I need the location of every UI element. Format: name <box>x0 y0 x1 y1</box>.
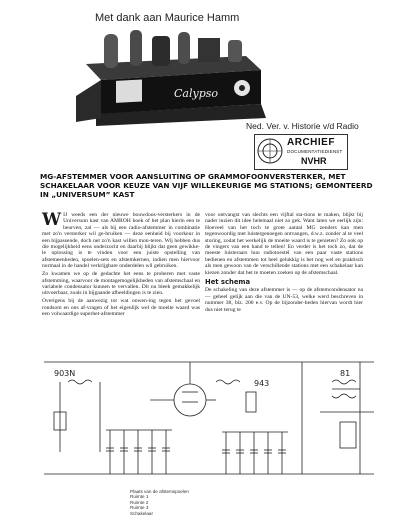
caption-line: Ruimte 3 <box>130 505 149 511</box>
caption-line: Plaats van de afstemspoelen <box>130 489 189 494</box>
stamp-subtitle: DOCUMENTATIEDIENST <box>287 149 343 154</box>
archive-seal-icon <box>257 138 283 164</box>
schematic-label-left: 903N <box>54 369 76 378</box>
device-photo <box>56 26 276 126</box>
article-headline: MG-AFSTEMMER VOOR AANSLUITING OP GRAMMOFOONVERSTERKER, MET SCHAKELAAR VOOR KEUZE VAN VIJF WILLEKEURIGE MG STATIONS; GEMONTEERD IN „UNIVERSUM” KAST <box>40 172 373 199</box>
stamp-title: ARCHIEF <box>287 137 335 148</box>
section-heading: Het schema <box>205 278 251 287</box>
paragraph: Overigens bij de aanwezig tot wat onwen-ing tegen het gevoel rondsom en ons af-vragen of het eigenlijk wel de moeite waard was een volwaardige superhet-afstemmer <box>42 298 200 318</box>
archive-credit: Ned. Ver. v. Historie v/d Radio <box>246 121 359 131</box>
schematic-label-right: 81 <box>340 369 351 378</box>
schematic-label-mid: 943 <box>254 379 270 388</box>
caption-line: Ruimte 2 <box>130 499 149 505</box>
brand-logo-text: Calypso <box>174 87 219 100</box>
article-column-right <box>205 212 363 315</box>
paragraph: Zo kwamen we op de gedachte het eens te proberen met vaste afstemming, waarvoor de montagemogelijkheden van afstemschaal en variabele condensator kunnen te vervallen. Dit nu bleek gemakkelijk uitvoerbaar, zoals in bijgaande afbeeldingen is te zien. <box>42 271 200 297</box>
paragraph: IJ weeds een der nieuwe bouwdoos-versterkers in de Universum kast van AMROH boek of het plan hierin een te beurven, zal — als bij een radio-afstemmer in combinatie met zo'n versterker wil ge-bruiken — deze eenheid bij voorkeur in een bijpassende, doch net zo'n kast willen mon-teren. Wij hebben dus die mogelijkheid eens onderzocht en daarbij blijkt dat geen gewikke-le oplossing is te vinden voor een juiste opstelling van afstemeenheden, spoelen-sets en afstemkernen, indien men hiervoor normaal in de handel verkrijgbare onderdelen wil gebruiken. <box>42 212 200 270</box>
drop-cap: W <box>42 210 62 230</box>
archive-stamp <box>254 134 348 170</box>
article-column-left <box>42 212 200 319</box>
paragraph: De schakeling van deze afstemmer is — op de afstemcondensator na — geheel gelijk aan die van de UN-53, welke werd beschreven in nummer 38, blz. 200 e.v. Op de bijzonder-heden hiervan wordt hier dus niet terug te <box>205 287 363 313</box>
paragraph: voor ontvangst van slechts een vijftal sta-tions te maken, blijkt bij nader inzien dit idee helemaal niet zo gek. Want laten we eerlijk zijn: Hoeveel van het toch te grote aantal MG zenders kan men tegenwoordig met luistergenoegen ontvangen, d.w.z. zonder al te veel storing, zodat het werkelijk de moeite waard is te genieten? Zo ook op de vingers van een hand te tellen! En verder is het toch zo, dat de meeste luisteraars hun radiotoestel van een paar vaste stations bedienen en afstemmen tot heel gelukkig is het nog wel en praktisch als men gewoon van de verschillende stations met een schakelaar kan kiezen zonder dat het te moeten zoeken op de afstemschaal. <box>205 212 363 276</box>
caption-line: Schakelaar <box>130 510 153 516</box>
stamp-org: NVHR <box>301 156 327 166</box>
schematic-captions <box>130 489 189 516</box>
caption-line: Ruimte 1 <box>130 494 149 500</box>
photo-credit: Met dank aan Maurice Hamm <box>95 12 240 24</box>
circuit-schematic <box>40 352 378 484</box>
